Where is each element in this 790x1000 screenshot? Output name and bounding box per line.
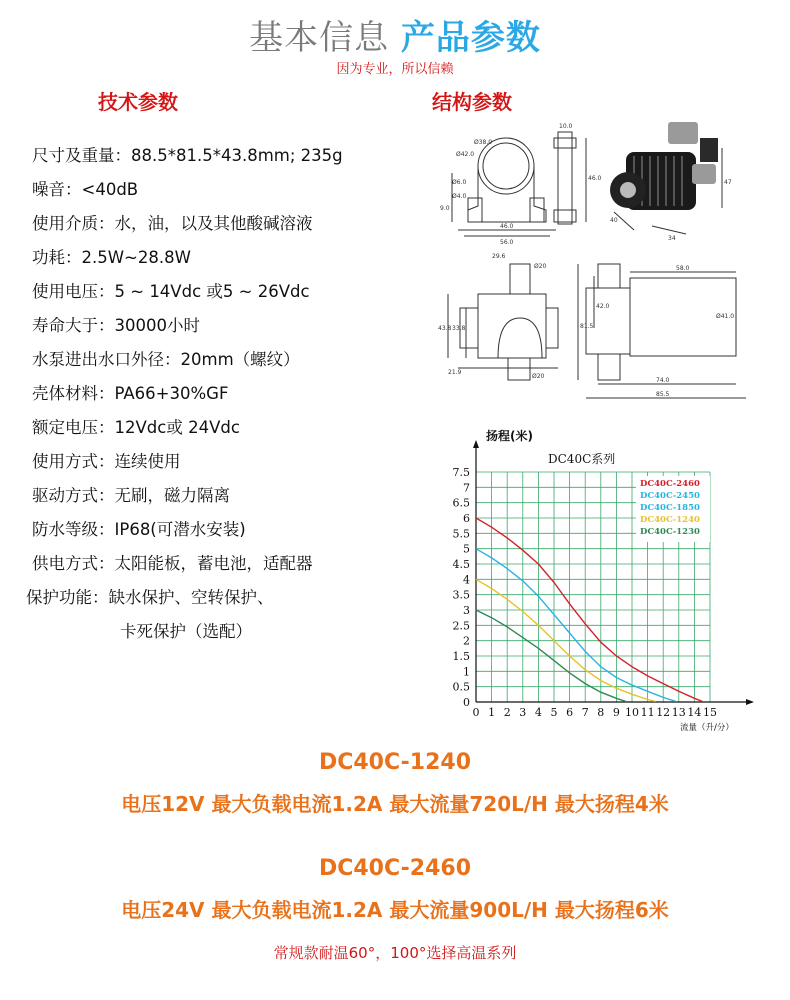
y-tick-label: 2.5	[452, 619, 470, 633]
dim-h21-9: 21.9	[448, 369, 462, 376]
dim-p47: 47	[724, 179, 732, 186]
x-tick-label: 13	[671, 706, 686, 719]
x-tick-label: 1	[488, 706, 496, 719]
model-2460-name: DC40C-2460	[318, 856, 472, 881]
x-tick-label: 14	[687, 706, 702, 719]
y-tick-label: 0.5	[452, 680, 470, 694]
footer-note: 常规款耐温60°，100°选择高温系列	[273, 944, 517, 962]
drawing-top-view	[448, 264, 558, 380]
y-tick-label: 5.5	[452, 527, 470, 541]
chart-xlabel: 流量（升/分）	[680, 723, 734, 733]
dim-p40: 40	[610, 217, 618, 224]
y-tick-label: 1	[463, 665, 470, 679]
y-axis-arrow	[473, 440, 479, 448]
spec-protection-cont: 卡死保护（选配）	[120, 622, 252, 641]
structure-drawings	[438, 118, 768, 408]
drawing-side-view	[554, 132, 586, 224]
x-tick-label: 3	[519, 706, 527, 719]
y-tick-label: 0	[463, 696, 470, 709]
dim-d6: Ø6.0	[452, 179, 467, 186]
spec-drive: 驱动方式：无刷，磁力隔离	[32, 486, 230, 505]
legend-entry: DC40C-1230	[640, 527, 700, 537]
x-tick-label: 8	[597, 706, 605, 719]
dim-w58: 58.0	[676, 265, 690, 272]
x-tick-label: 9	[612, 706, 620, 719]
y-tick-label: 2	[463, 634, 470, 648]
title-product-params: 产品参数	[400, 18, 541, 58]
x-tick-label: 6	[566, 706, 574, 719]
x-tick-label: 4	[534, 706, 542, 719]
dim-p34: 34	[668, 235, 676, 242]
pump-photo	[610, 122, 718, 210]
model-1240-name: DC40C-1240	[318, 750, 472, 775]
y-tick-label: 4.5	[452, 558, 470, 571]
y-tick-label: 1.5	[452, 650, 470, 663]
spec-medium: 使用介质：水，油，以及其他酸碱溶液	[32, 214, 313, 233]
page-title	[0, 10, 790, 59]
section-title-structure: 结构参数	[432, 90, 512, 114]
spec-port-diameter: 水泵进出水口外径：20mm（螺纹）	[32, 350, 300, 369]
section-title-tech: 技术参数	[98, 90, 178, 114]
dim-d20-top: Ø20	[534, 263, 547, 270]
dim-h46: 46.0	[588, 175, 602, 182]
chart-axes	[473, 440, 754, 705]
dim-h42: 42.0	[596, 303, 610, 310]
dim-d4: Ø4.0	[452, 193, 467, 200]
x-tick-label: 7	[581, 706, 589, 719]
y-tick-label: 3	[463, 604, 470, 617]
x-tick-label: 12	[656, 706, 671, 719]
x-tick-label: 10	[625, 706, 639, 719]
dim-h33-8: 33.8	[452, 325, 466, 332]
performance-chart	[436, 420, 766, 750]
dim-d38: Ø38.0	[474, 139, 493, 146]
dim-d20-bottom: Ø20	[532, 373, 545, 380]
chart-title: DC40C系列	[548, 452, 616, 466]
model-2460-desc: 电压24V 最大负载电流1.2A 最大流量900L/H 最大扬程6米	[121, 898, 669, 922]
y-tick-label: 7.5	[452, 466, 470, 479]
x-tick-label: 2	[503, 706, 511, 719]
dim-w46: 46.0	[500, 223, 514, 230]
legend-entry: DC40C-2460	[640, 479, 700, 489]
dim-h9: 9.0	[440, 205, 450, 212]
title-basic-info: 基本信息	[249, 18, 390, 58]
dim-w74: 74.0	[656, 377, 670, 384]
dim-t10: 10.0	[559, 123, 573, 130]
dim-d42: Ø42.0	[456, 151, 475, 158]
spec-voltage-range: 使用电压：5 ~ 14Vdc 或5 ~ 26Vdc	[32, 282, 310, 301]
legend-entry: DC40C-1850	[640, 503, 700, 513]
x-tick-label: 5	[550, 706, 558, 719]
spec-usage: 使用方式：连续使用	[32, 452, 181, 471]
y-tick-label: 3.5	[452, 588, 470, 602]
legend-entry: DC40C-1240	[640, 515, 700, 525]
chart-ylabel: 扬程(米)	[486, 429, 533, 443]
y-tick-label: 6	[463, 512, 470, 525]
legend-entry: DC40C-2450	[640, 491, 700, 501]
y-tick-label: 6.5	[452, 496, 470, 510]
dim-h81-5: 81.5	[580, 323, 594, 330]
dim-w29-6: 29.6	[492, 253, 506, 260]
spec-power: 功耗：2.5W~28.8W	[32, 248, 191, 267]
dim-w85-5: 85.5	[656, 391, 670, 398]
y-tick-label: 5	[463, 542, 470, 556]
page-subtitle: 因为专业，所以信赖	[336, 62, 454, 77]
x-axis-arrow	[746, 699, 754, 705]
dim-h43-8: 43.8	[438, 325, 452, 332]
dim-w56: 56.0	[500, 239, 514, 246]
spec-waterproof: 防水等级：IP68(可潜水安装)	[32, 520, 246, 539]
y-tick-label: 4	[463, 573, 470, 587]
spec-power-supply: 供电方式：太阳能板，蓄电池，适配器	[32, 554, 313, 573]
y-tick-label: 7	[463, 481, 470, 495]
x-tick-label: 11	[640, 706, 655, 719]
spec-housing-material: 壳体材料：PA66+30%GF	[32, 384, 229, 403]
spec-rated-voltage: 额定电压：12Vdc或 24Vdc	[32, 418, 240, 437]
dim-d41: Ø41.0	[716, 313, 735, 320]
spec-lifetime: 寿命大于：30000小时	[32, 316, 200, 335]
spec-noise: 噪音：<40dB	[32, 180, 139, 199]
chart-legend	[636, 476, 710, 542]
x-tick-label: 15	[703, 706, 717, 719]
spec-size-weight: 尺寸及重量：88.5*81.5*43.8mm; 235g	[32, 146, 343, 165]
x-tick-label: 0	[472, 706, 480, 719]
spec-protection: 保护功能：缺水保护、空转保护、	[26, 588, 274, 607]
model-1240-desc: 电压12V 最大负载电流1.2A 最大流量720L/H 最大扬程4米	[121, 792, 669, 816]
